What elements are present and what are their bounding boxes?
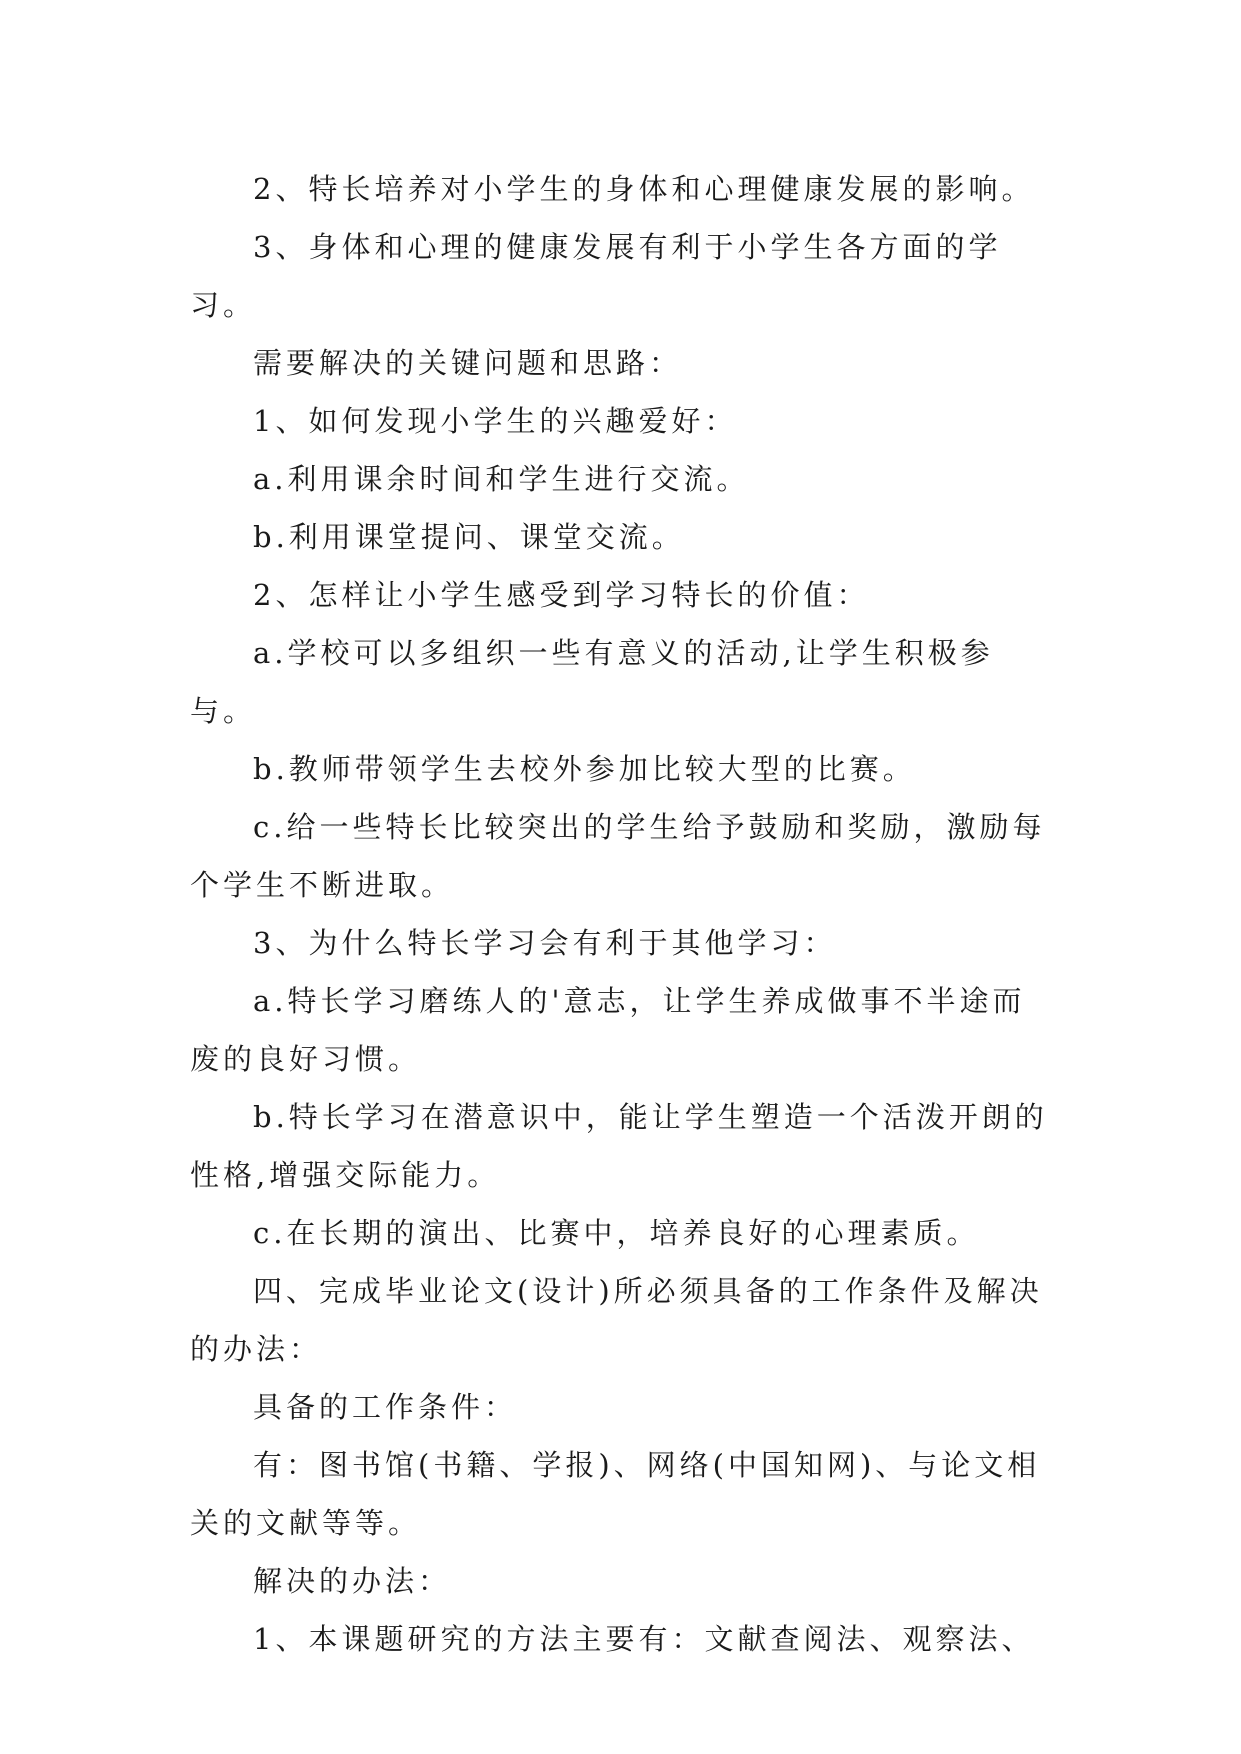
list-item: c.在长期的演出、比赛中，培养良好的心理素质。 bbox=[253, 1216, 980, 1250]
list-item: a.利用课余时间和学生进行交流。 bbox=[253, 462, 750, 496]
paragraph: 具备的工作条件： bbox=[253, 1390, 518, 1424]
paragraph: 有：图书馆(书籍、学报)、网络(中国知网)、与论文相关的文献等等。 bbox=[190, 1448, 1041, 1540]
paragraph: 解决的办法： bbox=[253, 1564, 452, 1598]
list-item: b.教师带领学生去校外参加比较大型的比赛。 bbox=[253, 752, 916, 786]
section-heading: 四、完成毕业论文(设计)所必须具备的工作条件及解决的办法： bbox=[190, 1274, 1043, 1366]
paragraph: 1、如何发现小学生的兴趣爱好： bbox=[253, 404, 738, 438]
paragraph: 3、为什么特长学习会有利于其他学习： bbox=[253, 926, 837, 960]
paragraph: 3、身体和心理的健康发展有利于小学生各方面的学习。 bbox=[190, 230, 1002, 322]
list-item: a.学校可以多组织一些有意义的活动,让学生积极参与。 bbox=[190, 636, 994, 728]
list-item: b.利用课堂提问、课堂交流。 bbox=[253, 520, 685, 554]
list-item: a.特长学习磨练人的'意志，让学生养成做事不半途而废的良好习惯。 bbox=[190, 984, 1026, 1076]
paragraph: 2、怎样让小学生感受到学习特长的价值： bbox=[253, 578, 870, 612]
list-item: b.特长学习在潜意识中，能让学生塑造一个活泼开朗的性格,增强交际能力。 bbox=[190, 1100, 1048, 1192]
section-heading: 需要解决的关键问题和思路： bbox=[253, 346, 683, 380]
paragraph: 1、本课题研究的方法主要有：文献查阅法、观察法、 bbox=[253, 1622, 1035, 1656]
paragraph: 2、特长培养对小学生的身体和心理健康发展的影响。 bbox=[253, 172, 1035, 206]
list-item: c.给一些特长比较突出的学生给予鼓励和奖励，激励每个学生不断进取。 bbox=[190, 810, 1046, 902]
body-text bbox=[190, 160, 1050, 1668]
